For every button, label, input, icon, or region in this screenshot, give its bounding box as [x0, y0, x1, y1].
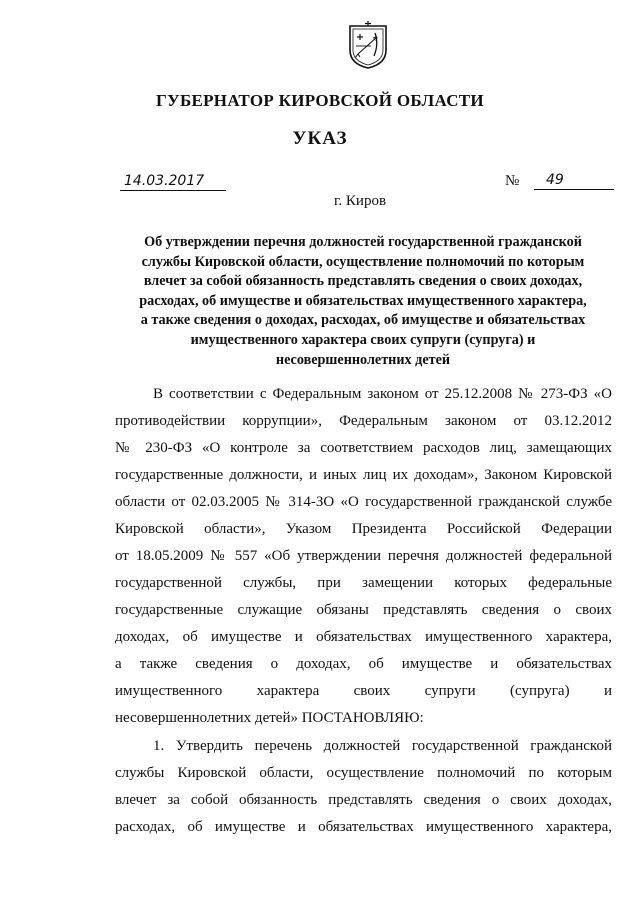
body-line: несовершеннолетних детей» ПОСТАНОВЛЯЮ:: [115, 710, 424, 726]
body-line: доходах, об имуществе и обязательствах имущественного характера,: [115, 629, 612, 645]
body-line: имущественного характера своих супруги (супруга) и: [115, 683, 612, 699]
decree-body: [115, 381, 612, 841]
title-line: несовершеннолетних детей: [275, 351, 451, 368]
preamble-paragraph: [115, 381, 612, 732]
title-line: расходах, об имуществе и обязательствах имущественного характера,: [139, 292, 587, 309]
body-line: а также сведения о доходах, об имуществе и обязательствах: [115, 656, 612, 672]
body-line: Кировской области», Указом Президента Российской Федерации: [115, 521, 612, 537]
body-line: области от 02.03.2005 № 314-ЗО «О государственной гражданской службе: [115, 494, 612, 510]
document-number: 49: [534, 170, 614, 190]
document-date: 14.03.2017: [120, 172, 226, 191]
title-line: службы Кировской области, осуществление полномочий по которым: [141, 253, 585, 270]
body-line: противодействии коррупции», Федеральным законом от 03.12.2012: [115, 413, 612, 429]
document-type: УКАЗ: [292, 128, 348, 149]
title-line: влечет за собой обязанность представлять сведения о своих доходах,: [143, 273, 583, 290]
coat-of-arms-icon: [346, 20, 390, 70]
body-line: от 18.05.2009 № 557 «Об утверждении перечня должностей федеральной: [115, 548, 612, 564]
body-line: влечет за собой обязанность представлять сведения о своих доходах,: [115, 792, 612, 808]
clause-1-paragraph: [115, 733, 612, 841]
body-line: 1. Утвердить перечень должностей государственной гражданской: [153, 738, 612, 754]
body-line: расходах, об имуществе и обязательствах имущественного характера,: [115, 819, 612, 835]
body-line: службы Кировской области, осуществление полномочий по которым: [115, 765, 612, 781]
authority-heading: ГУБЕРНАТОР КИРОВСКОЙ ОБЛАСТИ: [156, 91, 484, 110]
title-line: а также сведения о доходах, расходах, об имуществе и обязательствах: [140, 312, 586, 329]
city-name: г. Киров: [333, 193, 387, 209]
body-line: государственные служащие обязаны представлять сведения о своих: [115, 602, 612, 618]
title-line: имущественного характера своих супруги (супруга) и: [190, 331, 536, 348]
body-line: государственной службы, при замещении которых федеральные: [115, 575, 612, 591]
decree-title: [116, 233, 610, 370]
body-line: государственные должности, и иных лиц их доходам», Законом Кировской: [115, 467, 612, 483]
title-line: Об утверждении перечня должностей государственной гражданской: [144, 234, 582, 250]
body-line: В соответствии с Федеральным законом от 25.12.2008 № 273-ФЗ «О: [153, 386, 612, 402]
body-line: № 230-ФЗ «О контроле за соответствием расходов лиц, замещающих: [115, 440, 612, 456]
number-label: №: [505, 173, 520, 189]
